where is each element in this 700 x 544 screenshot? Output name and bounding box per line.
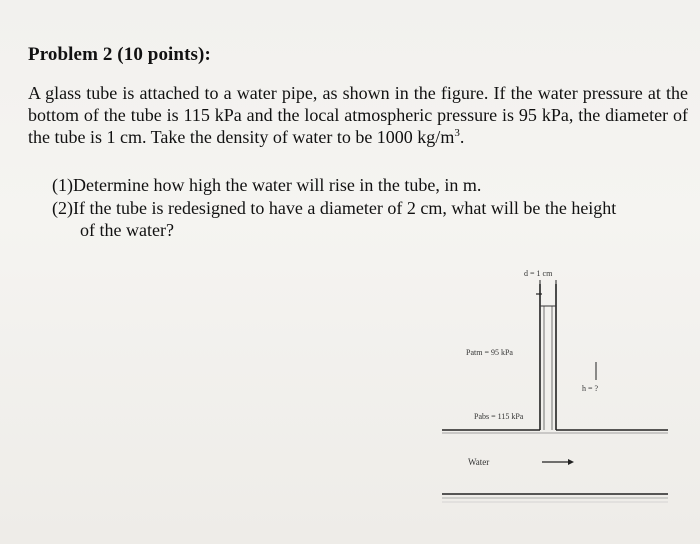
diameter-label: d = 1 cm — [524, 269, 553, 278]
figure-drawing — [430, 262, 700, 512]
problem-statement — [28, 82, 688, 148]
statement-exponent: 3 — [454, 127, 460, 139]
water-label: Water — [468, 457, 490, 467]
tube-pipe-figure — [430, 262, 700, 512]
problem-title: Problem 2 (10 points): — [28, 44, 211, 65]
height-label: h = ? — [582, 384, 599, 393]
question-part-2: (2)If the tube is redesigned to have a diameter of 2 cm, what will be the height — [52, 198, 617, 218]
question-part-2-continued: of the water? — [80, 220, 174, 240]
atmospheric-pressure-label: Patm = 95 kPa — [466, 348, 513, 357]
statement-text: A glass tube is attached to a water pipe, as shown in the figure. If the water pressure at the bottom of the tube is 115 kPa and the local atmospheric pressure is 95 kPa, the diameter of the tube is 1 cm. Take the density of water to be 1000 kg/m — [28, 83, 688, 147]
statement-period: . — [459, 127, 465, 147]
question-part-1: (1)Determine how high the water will rise in the tube, in m. — [52, 175, 482, 195]
flow-arrow-head — [568, 459, 574, 465]
bottom-pressure-label: Pabs = 115 kPa — [474, 412, 524, 421]
